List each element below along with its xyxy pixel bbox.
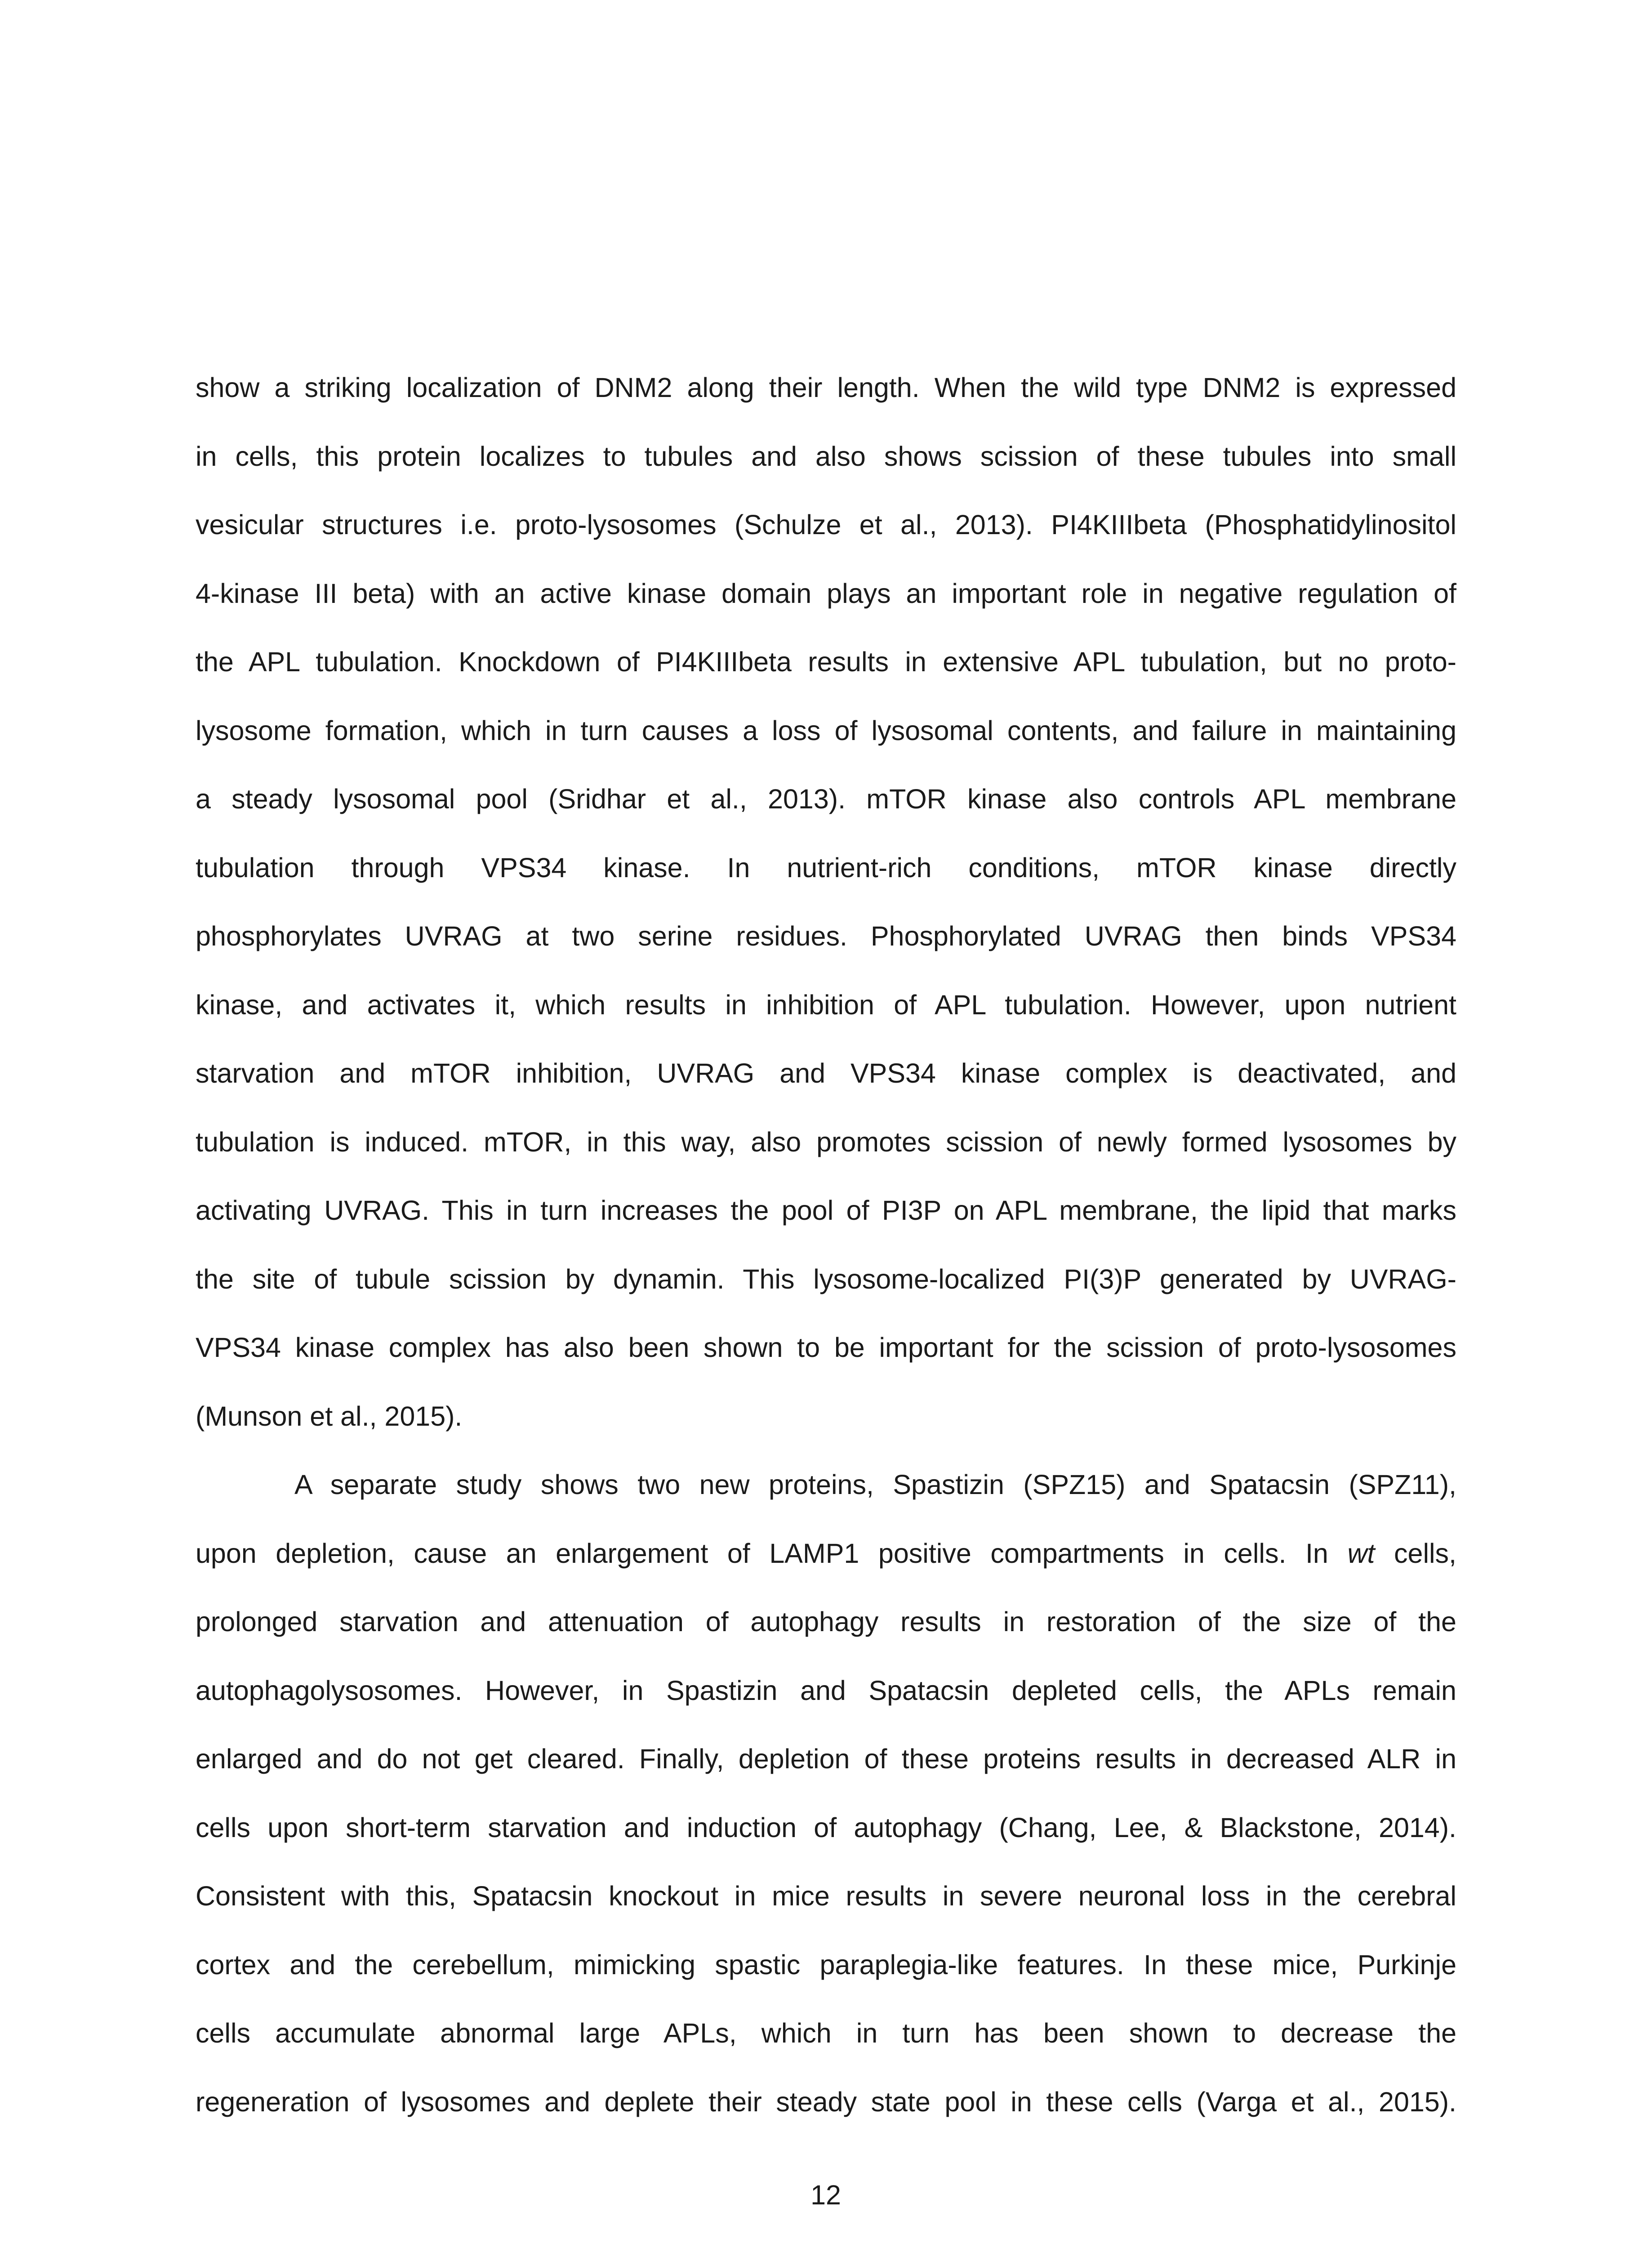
text-line: phosphorylates UVRAG at two serine residues. Phosphorylated UVRAG then binds VPS34 <box>196 921 1456 951</box>
text-line: enlarged and do not get cleared. Finally, depletion of these proteins results in decreased ALR in <box>196 1744 1456 1774</box>
page-number: 12 <box>810 2180 841 2210</box>
text-line: kinase, and activates it, which results in inhibition of APL tubulation. However, upon nutrient <box>196 990 1456 1020</box>
text-run: cells, <box>1375 1538 1456 1569</box>
text-line: vesicular structures i.e. proto-lysosomes (Schulze et al., 2013). PI4KIIIbeta (Phosphatidylinositol <box>196 509 1456 540</box>
text-line: tubulation through VPS34 kinase. In nutrient-rich conditions, mTOR kinase directly <box>196 852 1456 883</box>
text-line: 4-kinase III beta) with an active kinase domain plays an important role in negative regulation of <box>196 578 1456 609</box>
text-line: prolonged starvation and attenuation of autophagy results in restoration of the size of the <box>196 1606 1456 1637</box>
text-line: A separate study shows two new proteins, Spastizin (SPZ15) and Spatacsin (SPZ11), <box>294 1469 1456 1500</box>
text-line: Consistent with this, Spatacsin knockout in mice results in severe neuronal loss in the cerebral <box>196 1881 1456 1911</box>
text-line: starvation and mTOR inhibition, UVRAG and VPS34 kinase complex is deactivated, and <box>196 1058 1456 1088</box>
text-line: the site of tubule scission by dynamin. This lysosome-localized PI(3)P generated by UVRAG- <box>196 1264 1456 1294</box>
text-line: cortex and the cerebellum, mimicking spastic paraplegia-like features. In these mice, Purkinje <box>196 1949 1456 1980</box>
text-line: activating UVRAG. This in turn increases the pool of PI3P on APL membrane, the lipid that marks <box>196 1195 1456 1226</box>
text-line: show a striking localization of DNM2 along their length. When the wild type DNM2 is expressed <box>196 372 1456 403</box>
text-line: cells accumulate abnormal large APLs, which in turn has been shown to decrease the <box>196 2018 1456 2048</box>
text-line: the APL tubulation. Knockdown of PI4KIIIbeta results in extensive APL tubulation, but no proto- <box>196 647 1456 677</box>
text-line: (Munson et al., 2015). <box>196 1401 463 1432</box>
italic-term: wt <box>1347 1538 1375 1569</box>
text-line: a steady lysosomal pool (Sridhar et al., 2013). mTOR kinase also controls APL membrane <box>196 784 1456 814</box>
text-line: cells upon short-term starvation and induction of autophagy (Chang, Lee, & Blackstone, 2014). <box>196 1812 1456 1843</box>
text-line: in cells, this protein localizes to tubules and also shows scission of these tubules into small <box>196 441 1456 472</box>
text-line: autophagolysosomes. However, in Spastizin and Spatacsin depleted cells, the APLs remain <box>196 1675 1456 1706</box>
text-run: upon depletion, cause an enlargement of LAMP1 positive compartments in cells. In <box>196 1538 1348 1569</box>
text-line: lysosome formation, which in turn causes a loss of lysosomal contents, and failure in maintaining <box>196 715 1456 746</box>
text-line: tubulation is induced. mTOR, in this way, also promotes scission of newly formed lysosomes by <box>196 1127 1456 1157</box>
text-line: regeneration of lysosomes and deplete their steady state pool in these cells (Varga et al., 2015). <box>196 2087 1456 2117</box>
text-line: VPS34 kinase complex has also been shown to be important for the scission of proto-lysosomes <box>196 1332 1456 1363</box>
text-line <box>196 1531 1456 1576</box>
